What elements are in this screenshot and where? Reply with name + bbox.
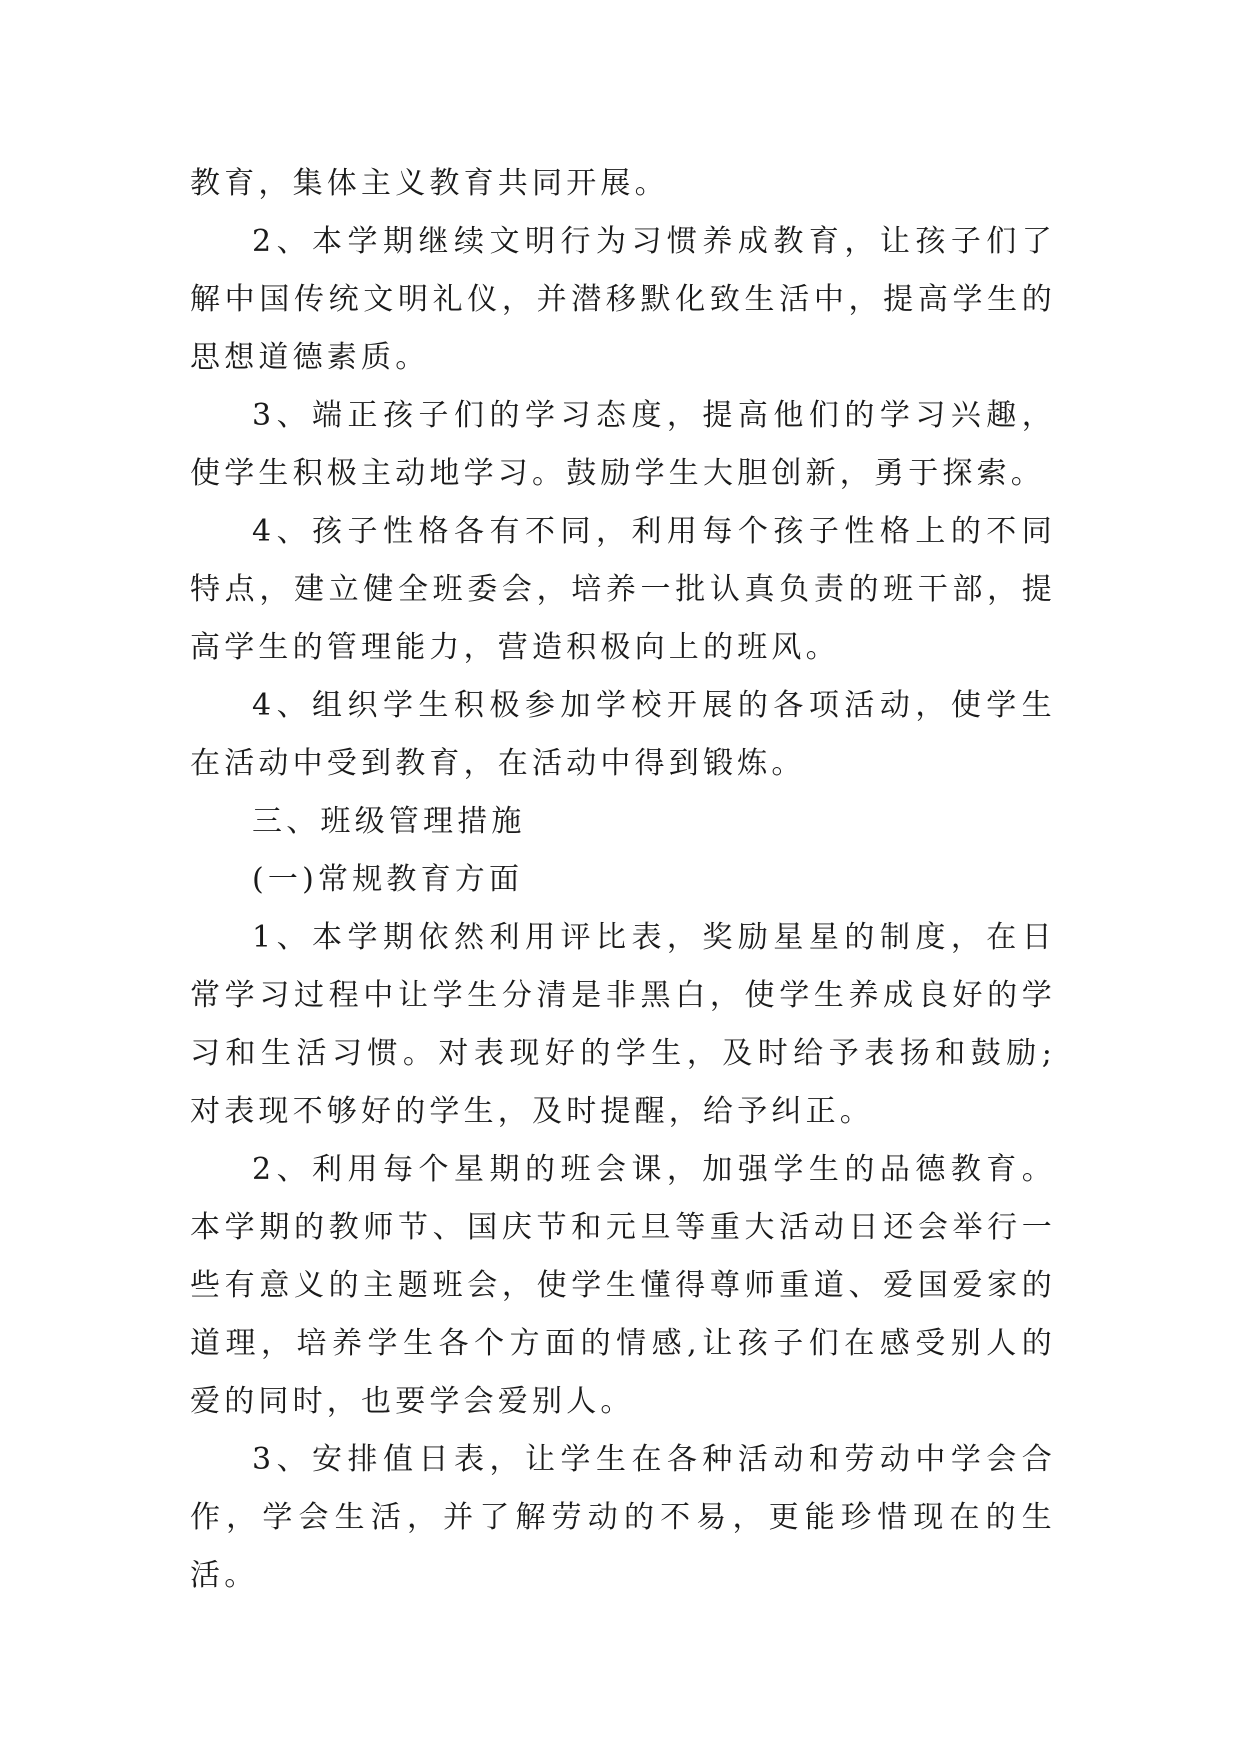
paragraph-collective-education: 教育，集体主义教育共同开展。 xyxy=(190,166,669,201)
paragraph-school-activities: 4、组织学生积极参加学校开展的各项活动，使学生在活动中受到教育，在活动中得到锻炼。 xyxy=(190,688,1056,781)
subsection-heading-routine-education: (一)常规教育方面 xyxy=(252,862,524,897)
paragraph-class-meeting: 2、利用每个星期的班会课，加强学生的品德教育。本学期的教师节、国庆节和元旦等重大活动日还会举行一些有意义的主题班会，使学生懂得尊师重道、爱国爱家的道理，培养学生各个方面的情感,让孩子们在感受别人的爱的同时，也要学会爱别人。 xyxy=(190,1152,1056,1419)
paragraph-civilized-behavior: 2、本学期继续文明行为习惯养成教育，让孩子们了解中国传统文明礼仪，并潜移默化致生活中，提高学生的思想道德素质。 xyxy=(190,224,1056,375)
paragraph-class-committee: 4、孩子性格各有不同，利用每个孩子性格上的不同特点，建立健全班委会，培养一批认真负责的班干部，提高学生的管理能力，营造积极向上的班风。 xyxy=(190,514,1056,665)
section-heading-management-measures: 三、班级管理措施 xyxy=(252,804,526,839)
paragraph-rating-chart: 1、本学期依然利用评比表，奖励星星的制度，在日常学习过程中让学生分清是非黑白，使学生养成良好的学习和生活习惯。对表现好的学生，及时给予表扬和鼓励;对表现不够好的学生，及时提醒，给予纠正。 xyxy=(190,920,1056,1129)
paragraph-duty-roster: 3、安排值日表，让学生在各种活动和劳动中学会合作，学会生活，并了解劳动的不易，更能珍惜现在的生活。 xyxy=(190,1442,1056,1593)
paragraph-learning-attitude: 3、端正孩子们的学习态度，提高他们的学习兴趣，使学生积极主动地学习。鼓励学生大胆创新，勇于探索。 xyxy=(190,398,1056,491)
document-body xyxy=(190,155,1056,1605)
